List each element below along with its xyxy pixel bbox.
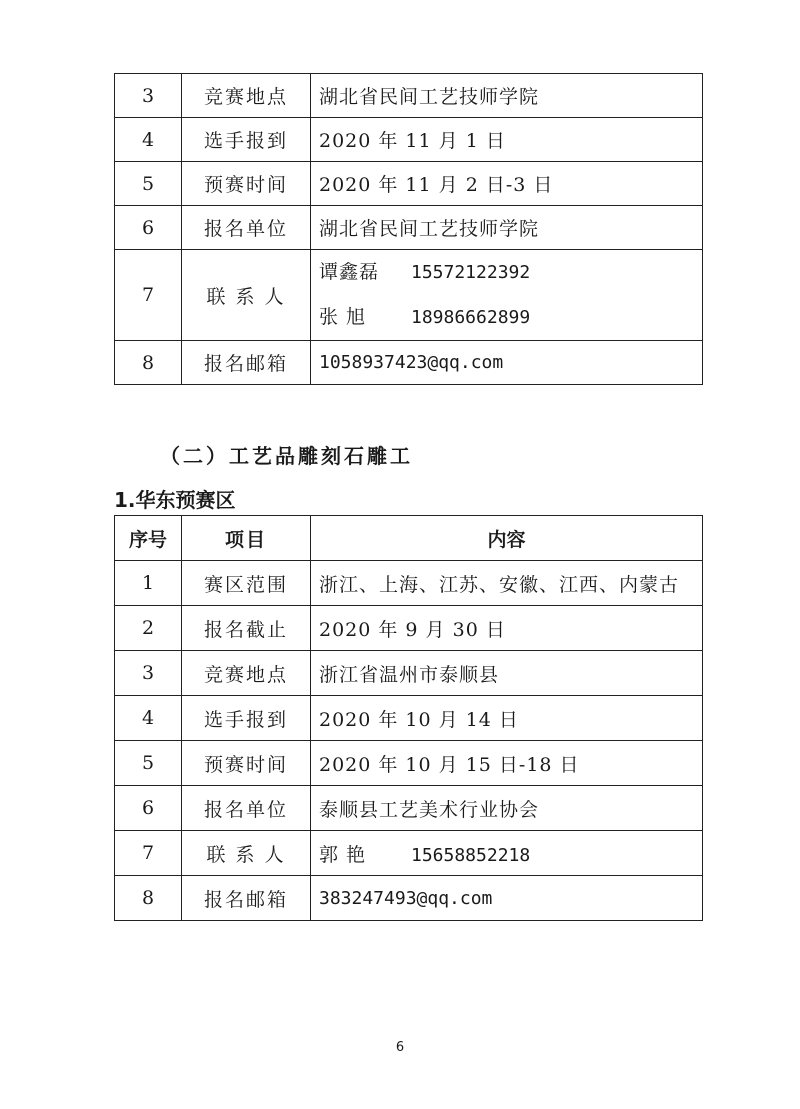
table-row [115, 206, 703, 250]
row-value: 2020 年 10 月 15 日-18 日 [311, 741, 703, 786]
contact-phone: 15658852218 [411, 844, 531, 866]
table-row [115, 696, 703, 741]
table-row [115, 74, 703, 118]
row-index: 7 [115, 250, 182, 341]
table-row [115, 162, 703, 206]
contact-phone: 18986662899 [411, 307, 531, 328]
row-email: 383247493@qq.com [311, 876, 703, 921]
row-email: 1058937423@qq.com [311, 341, 703, 385]
contact-line [319, 295, 702, 340]
row-index: 5 [115, 741, 182, 786]
table-row [115, 606, 703, 651]
section-heading: （二）工艺品雕刻石雕工 [160, 444, 413, 468]
contact-name: 谭鑫磊 [319, 261, 380, 283]
header-index: 序号 [115, 516, 182, 561]
row-item: 联 系 人 [182, 831, 311, 876]
row-value: 浙江、上海、江苏、安徽、江西、内蒙古 [311, 561, 703, 606]
row-item: 联 系 人 [182, 250, 311, 341]
row-index: 3 [115, 651, 182, 696]
page-number: 6 [395, 1040, 405, 1055]
row-item: 竞赛地点 [182, 651, 311, 696]
row-item: 选手报到 [182, 696, 311, 741]
table-row [115, 741, 703, 786]
row-index: 7 [115, 831, 182, 876]
table-row [115, 118, 703, 162]
row-item: 选手报到 [182, 118, 311, 162]
row-index: 5 [115, 162, 182, 206]
contacts-cell [311, 831, 703, 876]
row-value: 2020 年 11 月 2 日-3 日 [311, 162, 703, 206]
header-item: 项目 [182, 516, 311, 561]
table-header-row [115, 516, 703, 561]
table-row [115, 831, 703, 876]
row-value: 湖北省民间工艺技师学院 [311, 206, 703, 250]
sub-heading: 1.华东预赛区 [114, 488, 236, 512]
row-item: 预赛时间 [182, 741, 311, 786]
row-value: 泰顺县工艺美术行业协会 [311, 786, 703, 831]
row-item: 报名单位 [182, 786, 311, 831]
table-row [115, 561, 703, 606]
row-item: 报名截止 [182, 606, 311, 651]
contacts-cell [311, 250, 703, 341]
row-index: 8 [115, 876, 182, 921]
row-index: 3 [115, 74, 182, 118]
row-index: 2 [115, 606, 182, 651]
row-item: 报名邮箱 [182, 876, 311, 921]
row-item: 预赛时间 [182, 162, 311, 206]
row-value: 2020 年 11 月 1 日 [311, 118, 703, 162]
table-row [115, 250, 703, 341]
row-value: 浙江省温州市泰顺县 [311, 651, 703, 696]
row-value: 2020 年 9 月 30 日 [311, 606, 703, 651]
row-index: 6 [115, 786, 182, 831]
row-item: 竞赛地点 [182, 74, 311, 118]
table-row [115, 341, 703, 385]
row-value: 湖北省民间工艺技师学院 [311, 74, 703, 118]
row-index: 6 [115, 206, 182, 250]
contact-line [319, 250, 702, 295]
row-item: 报名邮箱 [182, 341, 311, 385]
row-index: 4 [115, 696, 182, 741]
contact-name: 郭 艳 [319, 843, 367, 866]
row-value: 2020 年 10 月 14 日 [311, 696, 703, 741]
table-row [115, 651, 703, 696]
contact-phone: 15572122392 [411, 262, 531, 283]
table-row [115, 876, 703, 921]
table-row [115, 786, 703, 831]
header-value: 内容 [311, 516, 703, 561]
row-item: 报名单位 [182, 206, 311, 250]
contact-name: 张 旭 [319, 306, 367, 328]
row-index: 8 [115, 341, 182, 385]
row-index: 4 [115, 118, 182, 162]
contact-table-huadong [114, 515, 703, 921]
contact-table-hubei [114, 73, 703, 385]
row-index: 1 [115, 561, 182, 606]
row-item: 赛区范围 [182, 561, 311, 606]
